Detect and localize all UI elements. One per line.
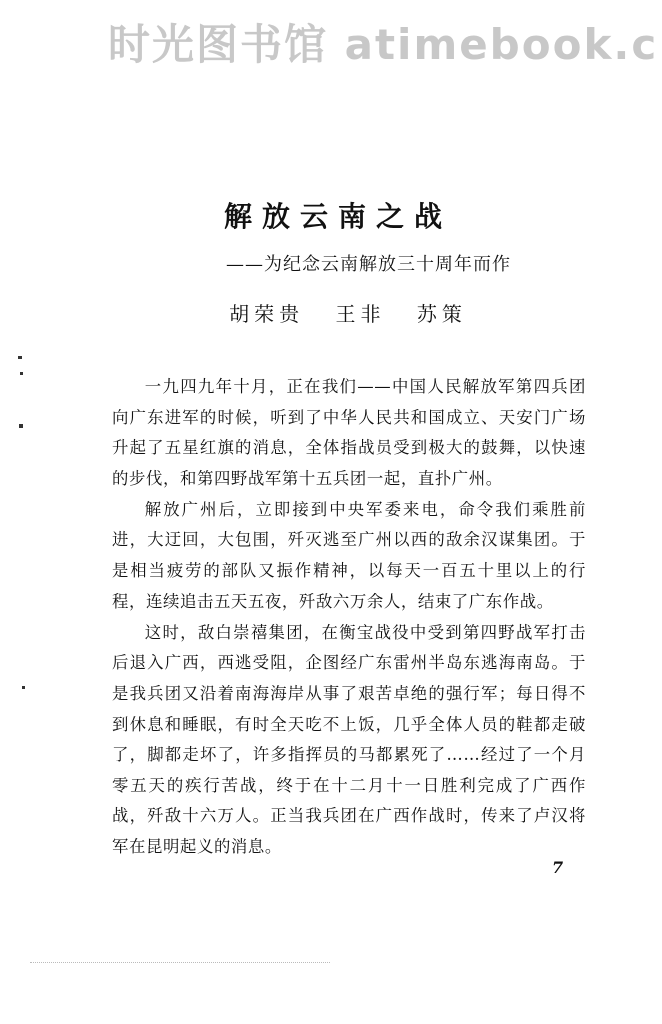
body-paragraph: 这时，敌白崇禧集团，在衡宝战役中受到第四野战军打击后退入广西，西逃受阻，企图经广东雷州半岛东逃海南岛。于是我兵团又沿着南海海岸从事了艰苦卓绝的强行军；每日得不到休息和睡眠，有时全天吃不上饭，几乎全体人员的鞋都走破了，脚都走坏了，许多指挥员的马都累死了……经过了一个月零五天的疾行苦战，终于在十二月十一日胜利完成了广西作战，歼敌十六万人。正当我兵团在广西作战时，传来了卢汉将军在昆明起义的消息。: [112, 622, 586, 856]
article-subtitle: ——为纪念云南解放三十周年而作: [226, 254, 511, 275]
scan-speck: [20, 372, 23, 375]
author-list: [0, 298, 662, 327]
page-number: 7: [552, 858, 564, 877]
body-paragraph: 一九四九年十月，正在我们——中国人民解放军第四兵团向广东进军的时候，听到了中华人民共和国成立、天安门广场升起了五星红旗的消息，全体指战员受到极大的鼓舞，以快速的步伐，和第四野战军第十五兵团一起，直扑广州。: [112, 377, 586, 488]
article-title: 解放云南之战: [223, 200, 452, 233]
author-name: 胡荣贵: [229, 302, 305, 326]
watermark-text: 时光图书馆 atimebook.c: [108, 20, 659, 69]
scan-speck: [19, 424, 23, 428]
author-name: 王非: [335, 302, 386, 326]
scan-margin-dots: [30, 962, 330, 964]
body-paragraph: 解放广州后，立即接到中央军委来电，命令我们乘胜前进，大迂回，大包围，歼灭逃至广州以西的敌余汉谋集团。于是相当疲劳的部队又振作精神，以每天一百五十里以上的行程，连续追击五天五夜，歼敌六万余人，结束了广东作战。: [112, 499, 586, 611]
author-name: 苏策: [416, 302, 467, 326]
scan-speck: [18, 356, 22, 359]
article-body: [112, 372, 586, 863]
scan-speck: [22, 686, 25, 689]
